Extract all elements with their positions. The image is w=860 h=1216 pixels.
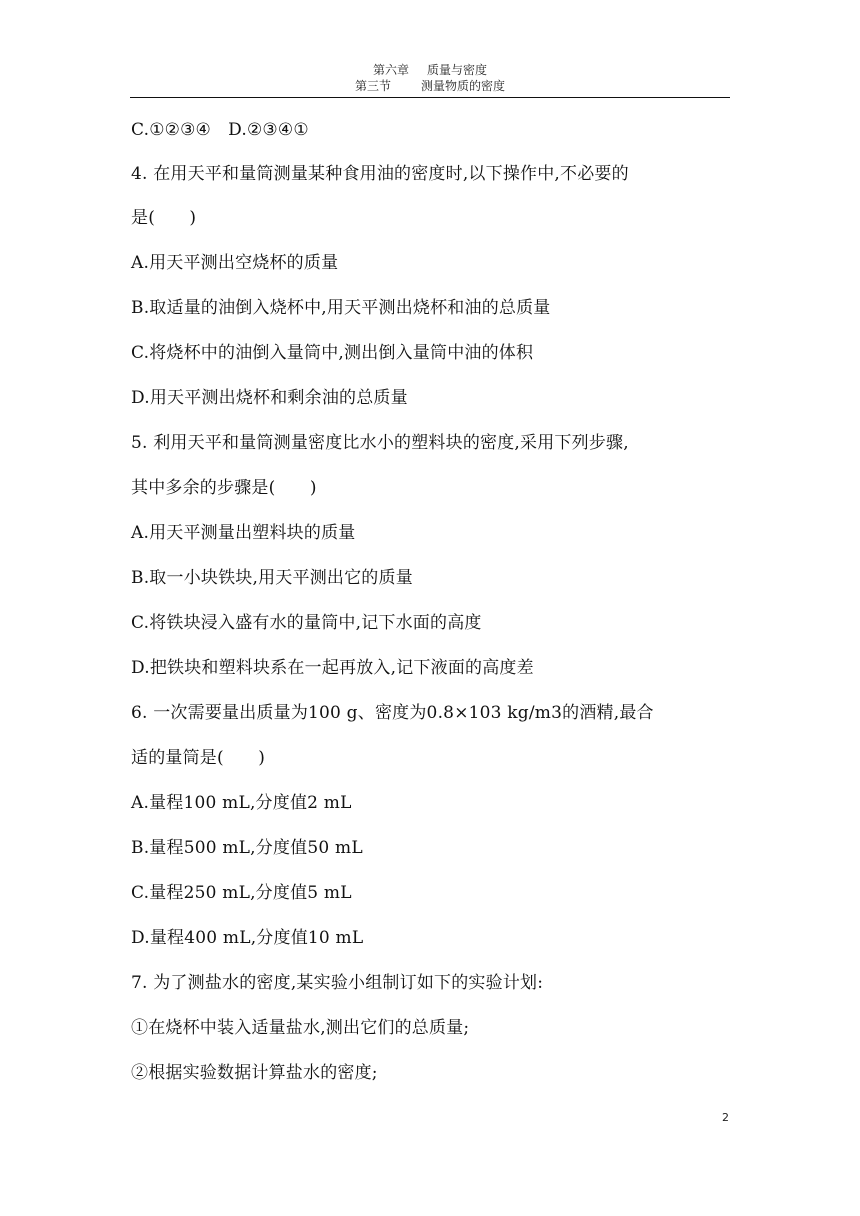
page-header [130, 62, 730, 94]
page-number: 2 [722, 1111, 729, 1124]
question-6-option-b: B.量程500 mL,分度值50 mL [131, 838, 363, 858]
question-5-stem-cont: 其中多余的步骤是( ) [131, 478, 317, 498]
question-4-option-c: C.将烧杯中的油倒入量筒中,测出倒入量筒中油的体积 [131, 343, 534, 363]
text-line: C.①②③④ D.②③④① [131, 120, 309, 140]
question-5-option-d: D.把铁块和塑料块系在一起再放入,记下液面的高度差 [131, 658, 534, 678]
question-6-option-d: D.量程400 mL,分度值10 mL [131, 928, 364, 948]
question-4-option-a: A.用天平测出空烧杯的质量 [131, 253, 339, 273]
chapter-label: 第六章 [372, 63, 409, 77]
chapter-title: 质量与密度 [427, 63, 488, 77]
section-label: 第三节 [354, 79, 391, 93]
question-7-step-2: ②根据实验数据计算盐水的密度; [131, 1063, 378, 1083]
question-5-stem: 5. 利用天平和量筒测量密度比水小的塑料块的密度,采用下列步骤, [131, 433, 629, 453]
section-title: 测量物质的密度 [421, 79, 506, 93]
question-4-stem-cont: 是( ) [131, 208, 197, 228]
question-5-option-a: A.用天平测量出塑料块的质量 [131, 523, 356, 543]
question-6-stem-cont: 适的量筒是( ) [131, 748, 266, 768]
question-6-stem: 6. 一次需要量出质量为100 g、密度为0.8×103 kg/m3的酒精,最合 [131, 703, 654, 723]
question-5-option-c: C.将铁块浸入盛有水的量筒中,记下水面的高度 [131, 613, 482, 633]
question-5-option-b: B.取一小块铁块,用天平测出它的质量 [131, 568, 413, 588]
question-4-option-d: D.用天平测出烧杯和剩余油的总质量 [131, 388, 408, 408]
question-4-stem: 4. 在用天平和量筒测量某种食用油的密度时,以下操作中,不必要的 [131, 164, 629, 184]
question-6-option-a: A.量程100 mL,分度值2 mL [131, 793, 352, 813]
question-7-stem: 7. 为了测盐水的密度,某实验小组制订如下的实验计划: [131, 973, 544, 993]
section-heading [130, 78, 730, 94]
header-divider [130, 97, 730, 98]
question-7-step-1: ①在烧杯中装入适量盐水,测出它们的总质量; [131, 1018, 470, 1038]
chapter-heading [130, 62, 730, 78]
question-4-option-b: B.取适量的油倒入烧杯中,用天平测出烧杯和油的总质量 [131, 298, 551, 318]
question-6-option-c: C.量程250 mL,分度值5 mL [131, 883, 352, 903]
